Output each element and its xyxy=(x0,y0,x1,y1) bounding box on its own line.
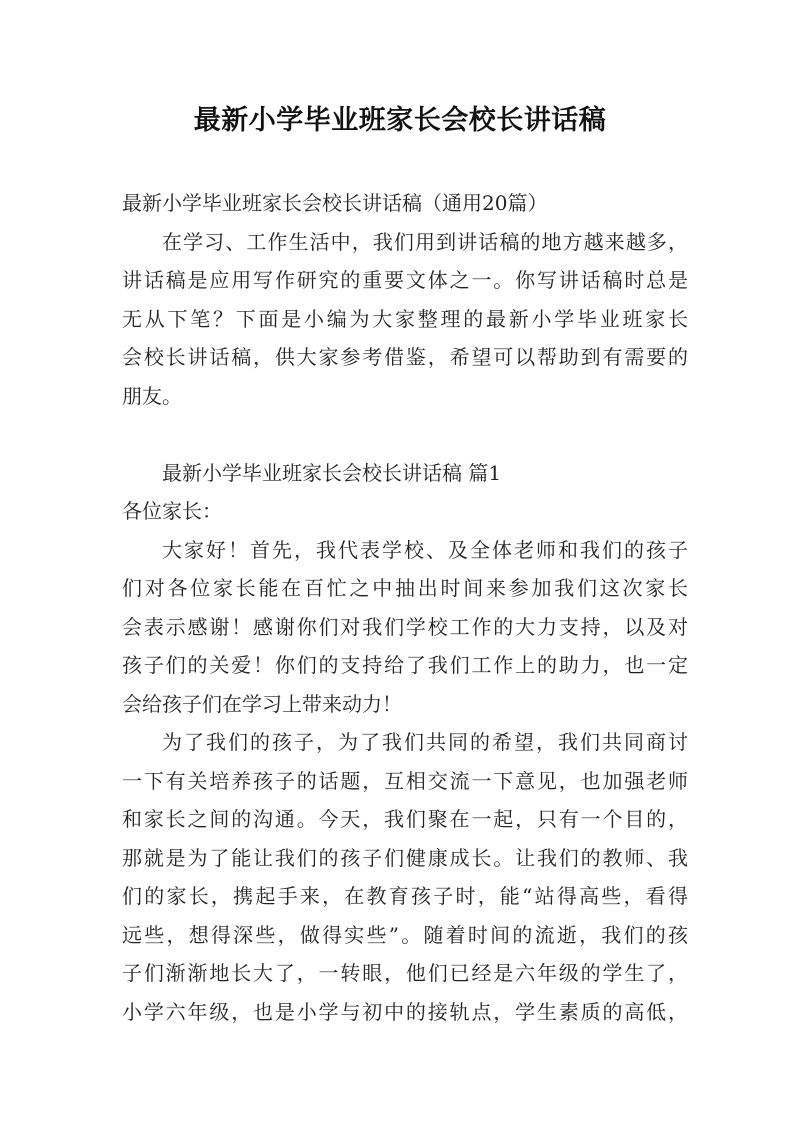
intro-line: 讲话稿是应用写作研究的重要文体之一。你写讲话稿时总是 xyxy=(122,268,688,292)
paragraph2-line: 们的家长，携起手来，在教育孩子时，能“站得高些，看得 xyxy=(122,884,688,908)
paragraph2-line: 为了我们的孩子，为了我们共同的希望，我们共同商讨 xyxy=(162,730,688,754)
paragraph2-line: 和家长之间的沟通。今天，我们聚在一起，只有一个目的， xyxy=(122,807,688,831)
section-heading: 最新小学毕业班家长会校长讲话稿 篇1 xyxy=(162,460,502,485)
paragraph1-line: 会表示感谢！感谢你们对我们学校工作的大力支持，以及对 xyxy=(122,614,688,639)
document-body xyxy=(122,184,688,1031)
paragraph2-line: 一下有关培养孩子的话题，互相交流一下意见，也加强老师 xyxy=(122,768,688,793)
paragraph1-line: 们对各位家长能在百忙之中抽出时间来参加我们这次家长 xyxy=(122,576,688,600)
intro-line: 无从下笔？下面是小编为大家整理的最新小学毕业班家长 xyxy=(122,306,688,331)
paragraph2-line: 远些，想得深些，做得实些”。随着时间的流逝，我们的孩 xyxy=(122,922,688,947)
paragraph1-line: 孩子们的关爱！你们的支持给了我们工作上的助力，也一定 xyxy=(122,653,688,677)
intro-line: 在学习、工作生活中，我们用到讲话稿的地方越来越多， xyxy=(162,229,688,254)
blank-line xyxy=(122,415,688,454)
intro-line: 朋友。 xyxy=(122,383,182,408)
paragraph2-line: 那就是为了能让我们的孩子们健康成长。让我们的教师、我 xyxy=(122,845,688,870)
document-title: 最新小学毕业班家长会校长讲话稿 xyxy=(193,105,607,136)
paragraph1-line: 会给孩子们在学习上带来动力！ xyxy=(122,691,402,716)
intro-line: 会校长讲话稿，供大家参考借鉴，希望可以帮助到有需要的 xyxy=(122,345,688,369)
paragraph2-line: 小学六年级，也是小学与初中的接轨点，学生素质的高低， xyxy=(122,999,688,1024)
paragraph2-line: 子们渐渐地长大了，一转眼，他们已经是六年级的学生了， xyxy=(122,961,688,985)
salutation: 各位家长： xyxy=(122,499,222,523)
document-subtitle: 最新小学毕业班家长会校长讲话稿（通用20篇） xyxy=(122,191,548,215)
paragraph1-line: 大家好！首先，我代表学校、及全体老师和我们的孩子 xyxy=(162,537,688,562)
